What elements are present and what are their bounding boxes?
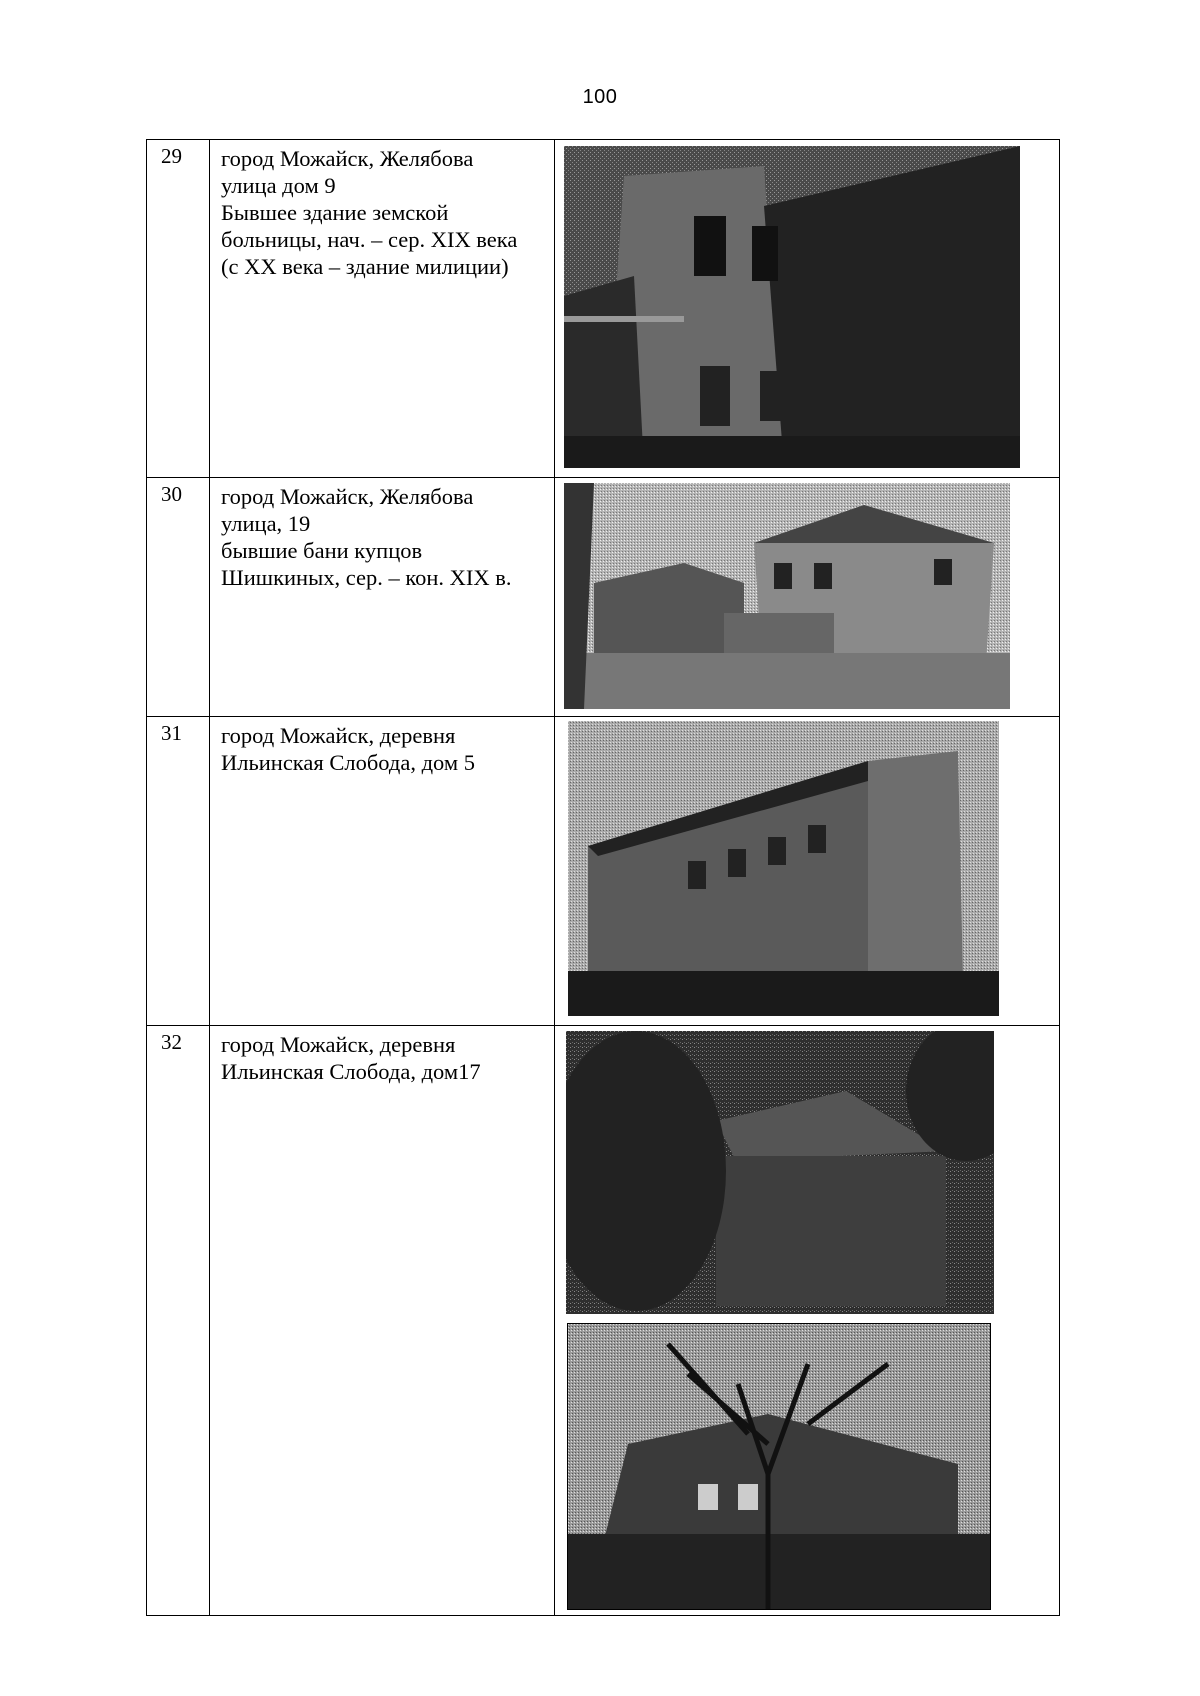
description-line: Бывшее здание земской [221, 200, 449, 225]
row-number-cell [147, 1026, 210, 1616]
photo-cell [555, 717, 1060, 1026]
description-cell [210, 717, 555, 1026]
description-cell [210, 478, 555, 717]
building-photo [564, 146, 1020, 468]
description-line: Ильинская Слобода, дом 5 [221, 750, 475, 775]
object-description [210, 1026, 554, 1085]
description-line: город Можайск, деревня [221, 723, 456, 748]
row-number: 29 [161, 144, 182, 168]
description-line: бывшие бани купцов [221, 538, 423, 563]
description-line: город Можайск, Желябова [221, 484, 474, 509]
object-description [210, 140, 554, 280]
description-line: больницы, нач. – сер. XIX века [221, 227, 518, 252]
description-cell [210, 140, 555, 478]
table-row [147, 1026, 1060, 1616]
table-row [147, 478, 1060, 717]
building-photo-second [568, 1324, 990, 1609]
photo-cell [555, 140, 1060, 478]
table-row [147, 717, 1060, 1026]
description-line: улица дом 9 [221, 173, 336, 198]
description-line: город Можайск, Желябова [221, 146, 474, 171]
monuments-table [146, 139, 1060, 1616]
description-line: город Можайск, деревня [221, 1032, 456, 1057]
photo-cell [555, 478, 1060, 717]
table-row [147, 140, 1060, 478]
row-number: 32 [161, 1030, 182, 1054]
row-number: 30 [161, 482, 182, 506]
row-number-cell [147, 478, 210, 717]
description-cell [210, 1026, 555, 1616]
page-number: 100 [582, 86, 618, 108]
description-line: Ильинская Слобода, дом17 [221, 1059, 481, 1084]
row-number: 31 [161, 721, 182, 745]
building-photo [564, 483, 1010, 709]
building-photo [568, 721, 999, 1016]
description-line: Шишкиных, сер. – кон. XIX в. [221, 565, 512, 590]
object-description [210, 478, 554, 591]
description-line: улица, 19 [221, 511, 311, 536]
row-number-cell [147, 717, 210, 1026]
photo-cell [555, 1026, 1060, 1616]
object-description [210, 717, 554, 776]
row-number-cell [147, 140, 210, 478]
description-line: (с XX века – здание милиции) [221, 254, 509, 279]
building-photo [566, 1031, 994, 1314]
